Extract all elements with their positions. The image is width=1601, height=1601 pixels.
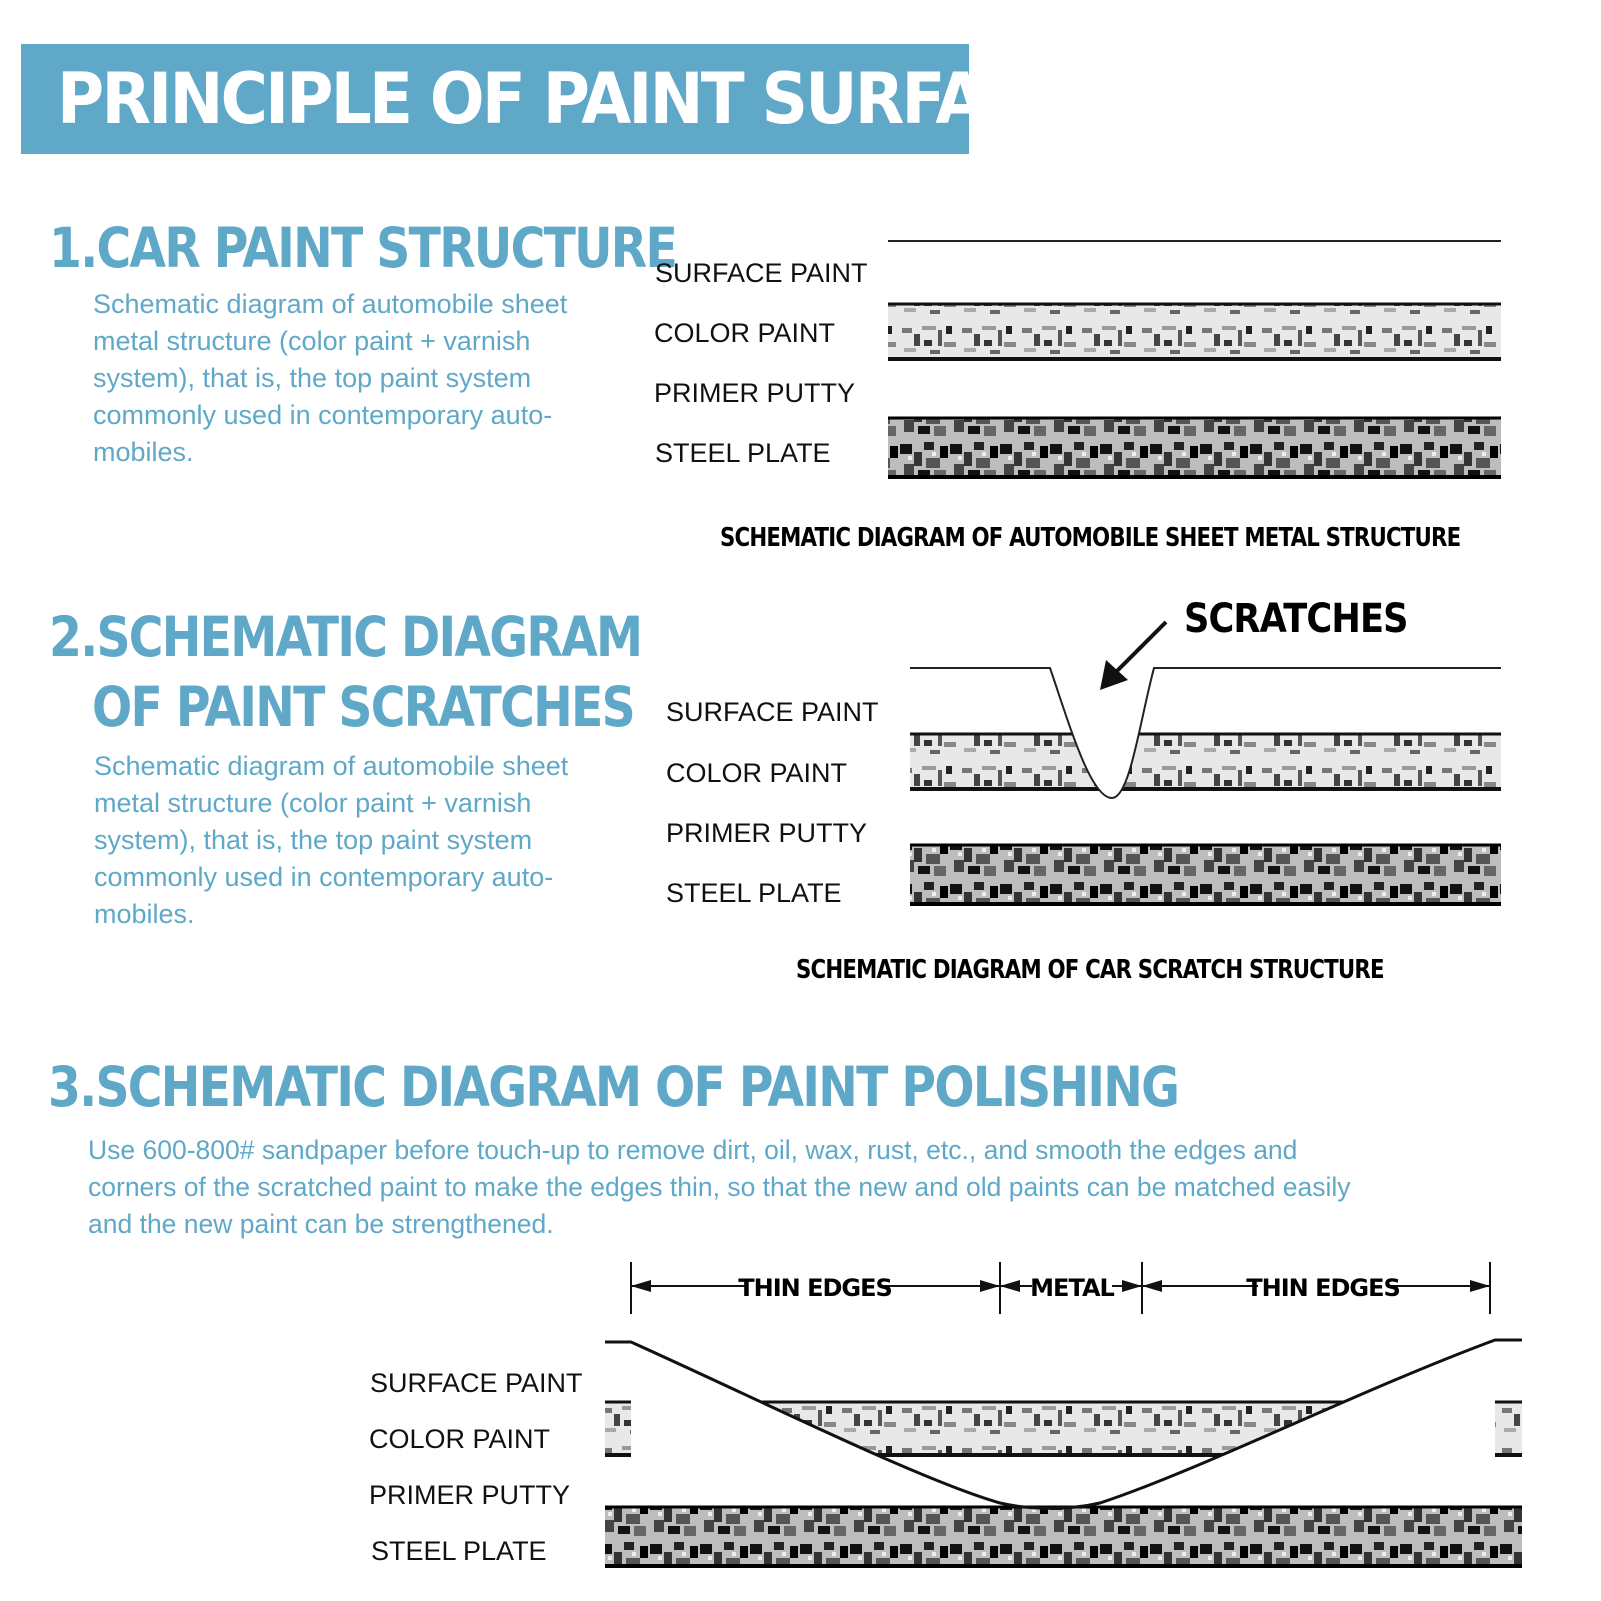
label-primer-putty: PRIMER PUTTY xyxy=(654,378,856,408)
desc-line: corners of the scratched paint to make the edges thin, so that the new and old paints can be matched easily xyxy=(88,1172,1351,1202)
section1-diagram xyxy=(888,241,1501,478)
desc-line: metal structure (color paint + varnish xyxy=(93,326,531,356)
desc-line: mobiles. xyxy=(93,437,194,467)
section2-heading-line2: OF PAINT SCRATCHES xyxy=(92,675,634,739)
desc-line: commonly used in contemporary auto- xyxy=(94,862,554,892)
steel-plate-layer xyxy=(910,845,1501,905)
label-primer-putty: PRIMER PUTTY xyxy=(666,818,868,848)
desc-line: Schematic diagram of automobile sheet xyxy=(94,751,569,781)
dim-arrowhead xyxy=(1470,1280,1490,1292)
scratches-callout: SCRATCHES xyxy=(1184,596,1408,642)
desc-line: commonly used in contemporary auto- xyxy=(93,400,553,430)
desc-line: system), that is, the top paint system xyxy=(93,363,532,393)
label-steel-plate: STEEL PLATE xyxy=(371,1536,547,1566)
section3-heading: 3.SCHEMATIC DIAGRAM OF PAINT POLISHING xyxy=(48,1055,1179,1119)
label-steel-plate: STEEL PLATE xyxy=(666,878,842,908)
section2-heading-line1: 2.SCHEMATIC DIAGRAM xyxy=(49,605,642,669)
dim-label-metal: METAL xyxy=(1030,1274,1114,1302)
steel-plate-layer xyxy=(888,418,1501,478)
desc-line: system), that is, the top paint system xyxy=(94,825,533,855)
label-color-paint: COLOR PAINT xyxy=(369,1424,551,1454)
desc-line: mobiles. xyxy=(94,899,195,929)
label-color-paint: COLOR PAINT xyxy=(666,758,848,788)
dim-arrowhead xyxy=(1142,1280,1162,1292)
steel-plate-layer xyxy=(605,1507,1522,1567)
section3-diagram xyxy=(605,1262,1522,1567)
section3-description xyxy=(88,1132,1350,1243)
color-paint-layer xyxy=(910,733,1501,790)
label-surface-paint: SURFACE PAINT xyxy=(370,1368,583,1398)
page-title: PRINCIPLE OF PAINT SURFACE xyxy=(57,58,1069,140)
dim-label-thin-edges-right: THIN EDGES xyxy=(1246,1274,1400,1302)
dim-arrowhead xyxy=(1000,1280,1020,1292)
section1-caption: SCHEMATIC DIAGRAM OF AUTOMOBILE SHEET METAL STRUCTURE xyxy=(720,523,1461,553)
desc-line: and the new paint can be strengthened. xyxy=(88,1209,554,1239)
label-color-paint: COLOR PAINT xyxy=(654,318,836,348)
dim-arrowhead xyxy=(1122,1280,1142,1292)
desc-line: Use 600-800# sandpaper before touch-up to remove dirt, oil, wax, rust, etc., and smooth the edges and xyxy=(88,1135,1298,1165)
section2-diagram xyxy=(910,622,1501,905)
color-paint-layer xyxy=(888,303,1501,360)
dim-arrowhead xyxy=(631,1280,651,1292)
desc-line: metal structure (color paint + varnish xyxy=(94,788,532,818)
section2-description xyxy=(94,748,568,933)
label-surface-paint: SURFACE PAINT xyxy=(666,697,879,727)
label-primer-putty: PRIMER PUTTY xyxy=(369,1480,571,1510)
label-surface-paint: SURFACE PAINT xyxy=(655,258,868,288)
section1-heading: 1.CAR PAINT STRUCTURE xyxy=(49,216,677,280)
desc-line: Schematic diagram of automobile sheet xyxy=(93,289,568,319)
label-steel-plate: STEEL PLATE xyxy=(655,438,831,468)
section2-caption: SCHEMATIC DIAGRAM OF CAR SCRATCH STRUCTURE xyxy=(796,955,1384,985)
dim-arrowhead xyxy=(980,1280,1000,1292)
dim-label-thin-edges-left: THIN EDGES xyxy=(738,1274,892,1302)
